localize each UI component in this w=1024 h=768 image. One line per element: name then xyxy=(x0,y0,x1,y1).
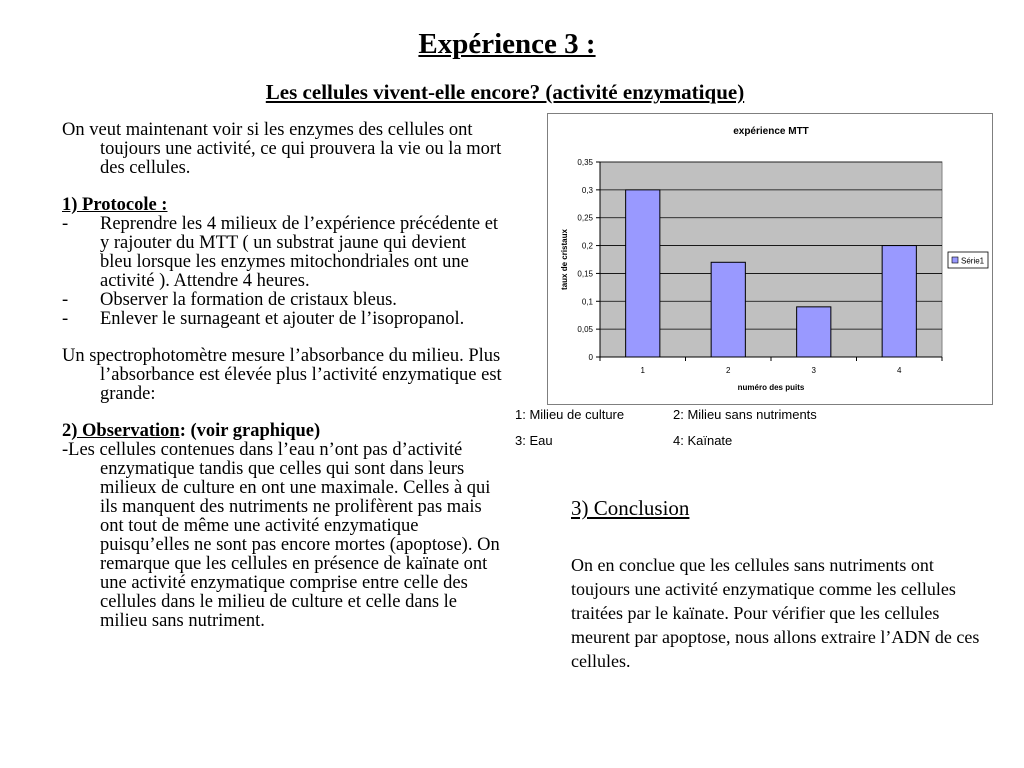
x-axis-label: numéro des puits xyxy=(737,383,805,392)
legend-item: 1: Milieu de culture xyxy=(515,407,625,422)
page-title: Expérience 3 : xyxy=(418,28,596,60)
observation-heading: 2) Observation: (voir graphique) xyxy=(62,421,321,441)
legend-item: 2: Milieu sans nutriments xyxy=(673,407,817,422)
y-tick-label: 0,15 xyxy=(577,269,593,279)
y-tick-label: 0,3 xyxy=(581,185,593,195)
bar xyxy=(626,190,660,357)
bar xyxy=(882,246,916,357)
y-tick-label: 0,25 xyxy=(577,213,593,223)
left-column xyxy=(62,121,502,631)
protocol-item: - Enlever le surnageant et ajouter de l’isopropanol. xyxy=(62,309,465,329)
intro-paragraph: On veut maintenant voir si les enzymes des cellules ont toujours une activité, ce qui prouvera la vie ou la mort des cellules. xyxy=(62,120,502,178)
conclusion-paragraph: On en conclue que les cellules sans nutriments ont toujours une activité enzymatique comme les cellules traitées par le kaïnate. Pour vérifier que les cellules meurent par apoptose, nous allons extraire l’ADN de ces cellules. xyxy=(571,555,980,671)
y-tick-label: 0,2 xyxy=(581,241,593,251)
y-tick-label: 0,05 xyxy=(577,325,593,335)
protocol-item: - Reprendre les 4 milieux de l’expérience précédente et y rajouter du MTT ( un substrat jaune qui devient bleu lorsque les enzymes mitochondriales ont une activité ). Attendre 4 heures. xyxy=(62,214,499,291)
x-tick-label: 2 xyxy=(726,366,731,375)
x-tick-label: 1 xyxy=(640,366,645,375)
x-tick-label: 3 xyxy=(811,366,816,375)
protocol-heading: 1) Protocole : xyxy=(62,195,168,215)
y-tick-label: 0 xyxy=(588,353,593,362)
page-subtitle: Les cellules vivent-elle encore? (activité enzymatique) xyxy=(265,80,745,104)
y-tick-label: 0,35 xyxy=(577,158,593,167)
chart-title: expérience MTT xyxy=(733,126,809,137)
conclusion-heading: 3) Conclusion xyxy=(571,496,690,520)
legend-swatch xyxy=(952,257,958,263)
legend-item: 3: Eau xyxy=(515,433,553,448)
chart-container xyxy=(547,113,993,405)
bar-chart xyxy=(548,114,992,404)
y-tick-label: 0,1 xyxy=(581,297,593,307)
legend-item: 4: Kaïnate xyxy=(673,433,733,448)
bar xyxy=(711,262,745,357)
protocol-item: - Observer la formation de cristaux bleus. xyxy=(62,290,397,310)
y-axis-label: taux de cristaux xyxy=(560,229,569,290)
x-tick-label: 4 xyxy=(897,366,902,375)
spectro-paragraph: Un spectrophotomètre mesure l’absorbance du milieu. Plus l’absorbance est élevée plus l’activité enzymatique est grande: xyxy=(62,346,502,404)
observation-paragraph: -Les cellules contenues dans l’eau n’ont pas d’activité enzymatique tandis que celles qui sont dans leurs milieux de culture en ont une maximale. Celles à qui ils manquent des nutriments ne prolifèrent pas mais ont tout de même une activité enzymatique puisqu’elles ne sont pas encore mortes (apoptose). On remarque que les cellules en présence de kaïnate ont une activité enzymatique comprise entre celle des cellules dans le milieu de culture et celle dans le milieu sans nutriment. xyxy=(62,440,500,631)
bar xyxy=(797,307,831,357)
legend-label: Série1 xyxy=(961,256,985,266)
